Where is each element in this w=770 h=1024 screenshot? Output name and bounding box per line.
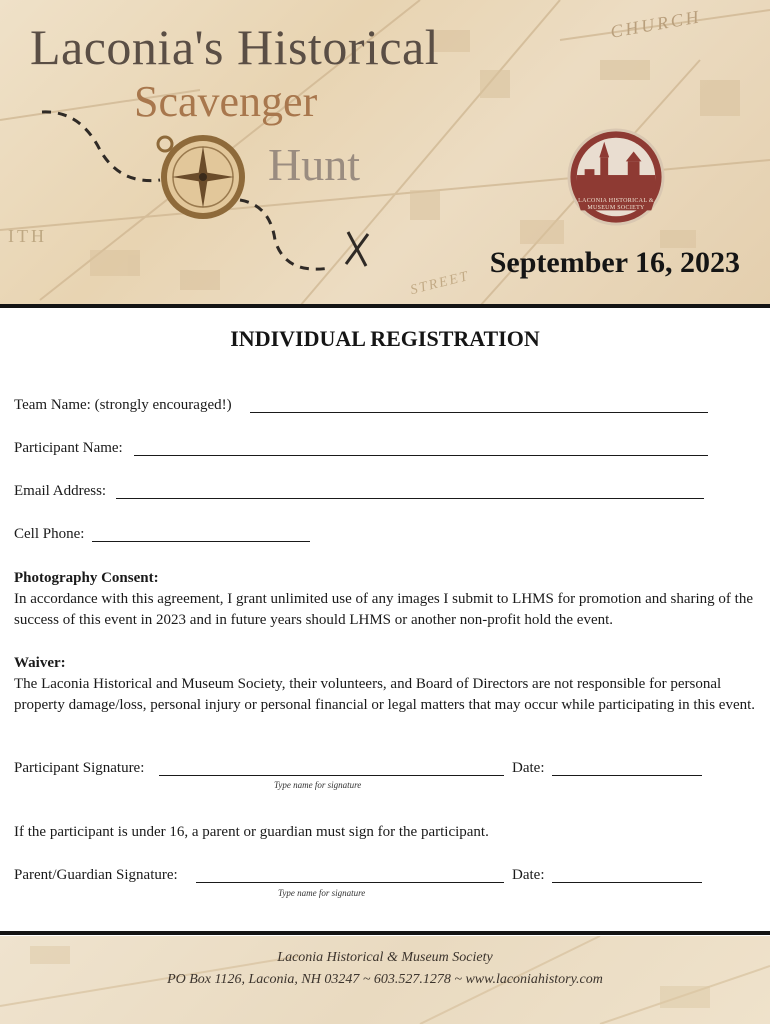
- waiver-heading: Waiver:: [14, 655, 66, 671]
- footer-divider: [0, 931, 770, 935]
- waiver-text: The Laconia Historical and Museum Society, their volunteers, and Board of Directors are not responsible for personal property damage/loss, personal injury or personal financial or legal matters that may occur while participating in this event.: [14, 676, 756, 713]
- compass-icon: [158, 135, 245, 219]
- participant-date-field[interactable]: [552, 775, 702, 776]
- photo-consent-text: In accordance with this agreement, I grant unlimited use of any images I submit to LHMS for promotion and sharing of the success of this event in 2023 and in future years should LHMS or another non-profit hold the event.: [14, 591, 753, 628]
- guardian-note: If the participant is under 16, a parent or guardian must sign for the participant.: [14, 824, 489, 840]
- photo-consent-section: [14, 568, 756, 631]
- guardian-signature-label: Parent/Guardian Signature:: [14, 867, 178, 883]
- footer-org-name: Laconia Historical & Museum Society: [277, 950, 493, 965]
- participant-signature-label: Participant Signature:: [14, 760, 145, 776]
- cell-phone-label: Cell Phone:: [14, 526, 85, 542]
- logo-text: LACONIA HISTORICAL & MUSEUM SOCIETY: [578, 198, 654, 211]
- map-label-church: CHURCH: [608, 6, 703, 42]
- title-line-2: Scavenger: [134, 77, 318, 126]
- participant-signature-field[interactable]: [159, 775, 504, 776]
- participant-name-field[interactable]: [134, 455, 708, 456]
- map-label-street: STREET: [408, 268, 472, 299]
- footer: [0, 936, 770, 1024]
- participant-date-label: Date:: [512, 760, 545, 776]
- guardian-signature-hint: Type name for signature: [278, 888, 366, 898]
- team-name-label: Team Name: (strongly encouraged!): [14, 397, 232, 413]
- participant-name-label: Participant Name:: [14, 440, 123, 456]
- guardian-date-field[interactable]: [552, 882, 702, 883]
- guardian-date-label: Date:: [512, 867, 545, 883]
- header-banner: [0, 0, 770, 306]
- footer-contact: PO Box 1126, Laconia, NH 03247 ~ 603.527.1278 ~ www.laconiahistory.com: [167, 972, 603, 987]
- signature-hint: Type name for signature: [274, 780, 362, 790]
- photo-consent-heading: Photography Consent:: [14, 570, 159, 586]
- header-divider: [0, 304, 770, 308]
- title-line-1: Laconia's Historical: [30, 19, 440, 75]
- email-field[interactable]: [116, 498, 704, 499]
- email-label: Email Address:: [14, 483, 107, 499]
- event-date: September 16, 2023: [489, 246, 740, 279]
- cell-phone-field[interactable]: [92, 541, 310, 542]
- form-title: INDIVIDUAL REGISTRATION: [230, 326, 540, 351]
- title-line-3: Hunt: [268, 139, 360, 190]
- guardian-signature-field[interactable]: [196, 882, 504, 883]
- waiver-section: [14, 653, 756, 716]
- team-name-field[interactable]: [250, 412, 708, 413]
- map-label-street-ith: ITH: [8, 226, 47, 246]
